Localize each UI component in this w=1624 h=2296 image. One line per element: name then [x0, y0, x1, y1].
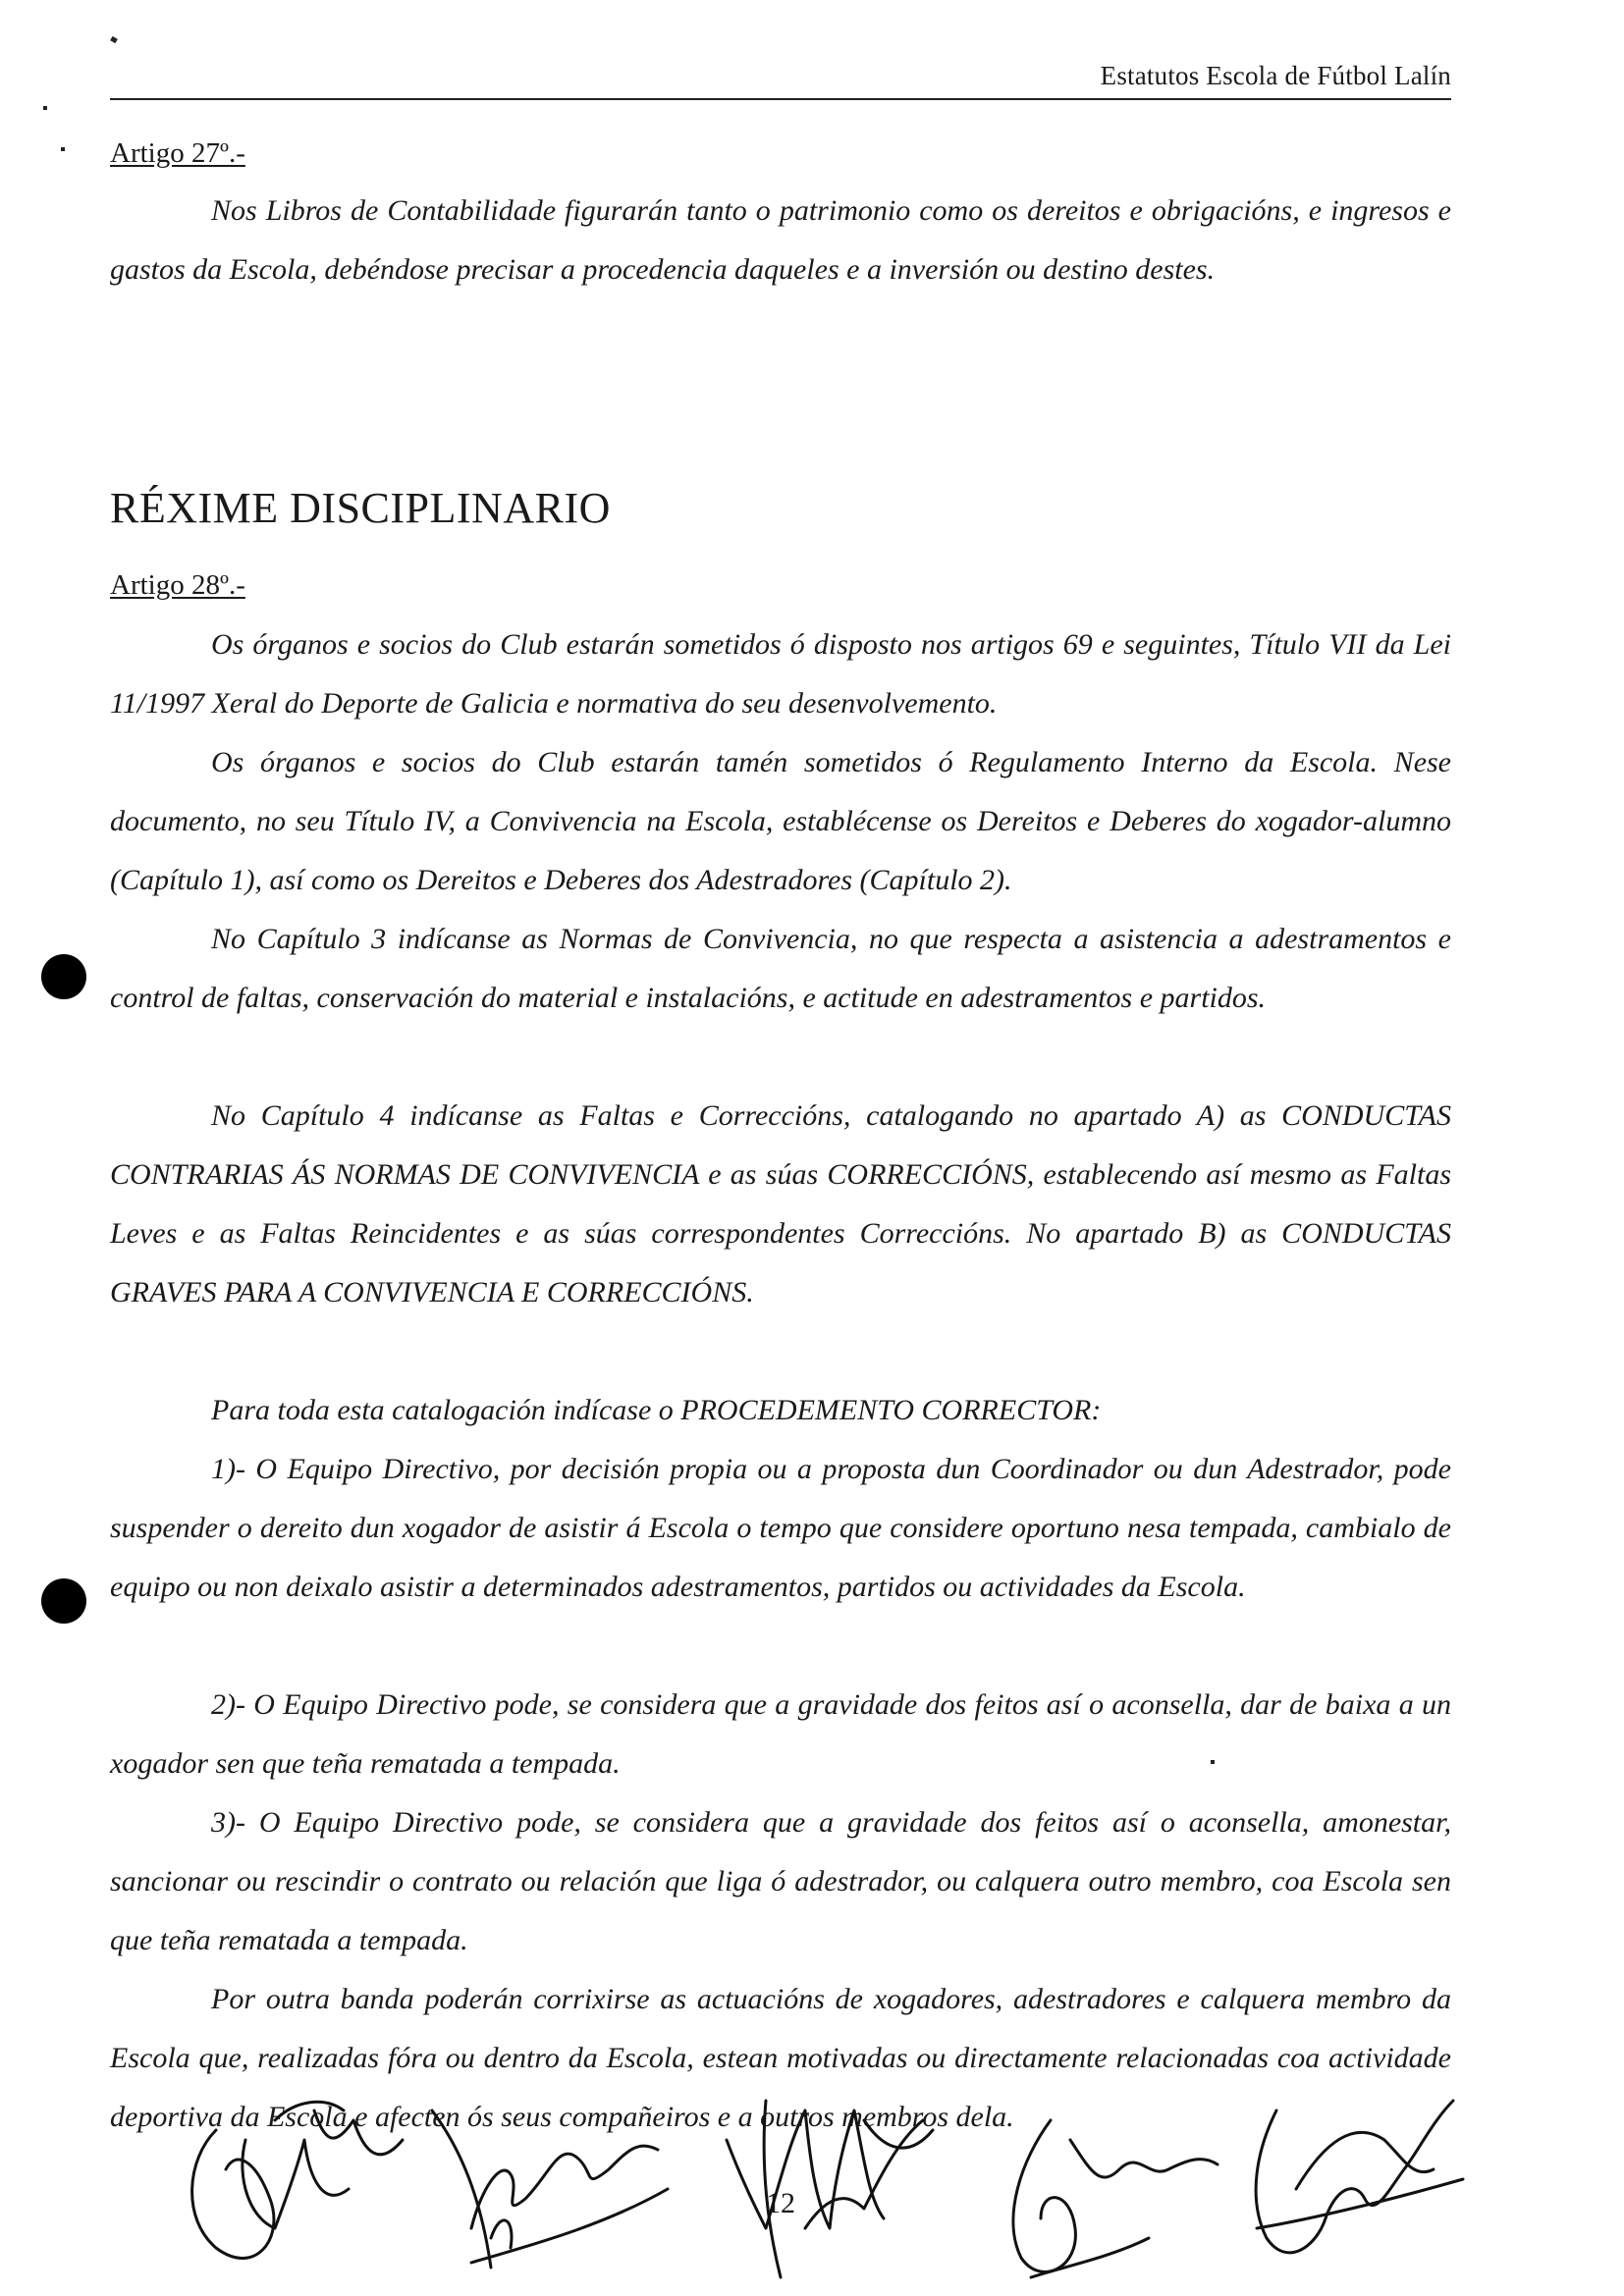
signature-4 — [1013, 2120, 1218, 2277]
signature-5 — [1256, 2101, 1463, 2253]
scan-speck — [43, 106, 47, 110]
article-28-paragraph-6: 1)- O Equipo Directivo, por decisión propia ou a proposta dun Coordinador ou dun Adestrador, pode suspender o dereito dun xogador de asistir á Escola o tempo que considere oportuno nesa tempada, cambialo de equipo ou non deixalo asistir a determinados adestramentos, partidos ou actividades da Escola. — [110, 1453, 1451, 1603]
article-28-paragraph-1: Os órganos e socios do Club estarán sometidos ó disposto nos artigos 69 e seguintes, Título VII da Lei 11/1997 Xeral do Deporte de Galicia e normativa do seu desenvolvemento. — [110, 628, 1451, 720]
scan-speck — [110, 36, 118, 43]
binder-hole-mark — [41, 1578, 86, 1624]
header-rule — [110, 98, 1451, 100]
signature-1 — [192, 2102, 403, 2258]
article-28-paragraph-3: No Capítulo 3 indícanse as Normas de Convivencia, no que respecta a asistencia a adestramentos e control de faltas, conservación do material e instalacións, e actitude en adestramentos e partidos. — [110, 923, 1451, 1014]
article-27-paragraph: Nos Libros de Contabilidade figurarán tanto o patrimonio como os dereitos e obrigacións, e ingresos e gastos da Escola, debéndose precisar a procedencia daqueles e a inversión ou destino destes. — [110, 194, 1451, 286]
article-28-paragraph-4: No Capítulo 4 indícanse as Faltas e Correccións, catalogando no apartado A) as CONDUCTAS CONTRARIAS ÁS NORMAS DE CONVIVENCIA e as súas CORRECCIÓNS, establecendo así mesmo as Faltas Leves e as Faltas Reincidentes e as súas correspondentes Correccións. No apartado B) as CONDUCTAS GRAVES PARA A CONVIVENCIA E CORRECCIÓNS. — [110, 1099, 1451, 1308]
article-28-paragraph-8: 3)- O Equipo Directivo pode, se considera que a gravidade dos feitos así o aconsella, amonestar, sancionar ou rescindir o contrato ou relación que liga ó adestrador, ou calquera outro membro, coa Escola sen que teña rematada a tempada. — [110, 1806, 1451, 1956]
article-28-paragraph-7: 2)- O Equipo Directivo pode, se considera que a gravidade dos feitos así o aconsella, dar de baixa a un xogador sen que teña rematada a tempada. — [110, 1688, 1451, 1780]
scan-speck — [61, 147, 65, 151]
page-number: 12 — [766, 2187, 795, 2219]
binder-hole-mark — [41, 954, 86, 999]
article-28-paragraph-5: Para toda esta catalogación indícase o PROCEDEMENTO CORRECTOR: — [211, 1394, 1102, 1426]
article-28-heading: Artigo 28º.- — [110, 569, 245, 601]
running-header: Estatutos Escola de Fútbol Lalín — [1100, 61, 1451, 90]
article-28-paragraph-9: Por outra banda poderán corrixirse as actuacións de xogadores, adestradores e calquera membro da Escola que, realizadas fóra ou dentro da Escola, estean motivadas ou directamente relacionadas coa actividade deportiva da Escola e afecten ós seus compañeiros e a outros membros dela. — [110, 1983, 1451, 2133]
section-title: RÉXIME DISCIPLINARIO — [110, 484, 611, 532]
signature-3 — [727, 2101, 933, 2277]
article-27-heading: Artigo 27º.- — [110, 137, 245, 169]
signatures — [177, 2081, 1473, 2292]
article-28-paragraph-2: Os órganos e socios do Club estarán tamén sometidos ó Regulamento Interno da Escola. Nese documento, no seu Título IV, a Convivencia na Escola, establécense os Dereitos e Deberes do xogador-alumno (Capítulo 1), así como os Dereitos e Deberes dos Adestradores (Capítulo 2). — [110, 746, 1451, 896]
signature-2 — [432, 2110, 668, 2268]
